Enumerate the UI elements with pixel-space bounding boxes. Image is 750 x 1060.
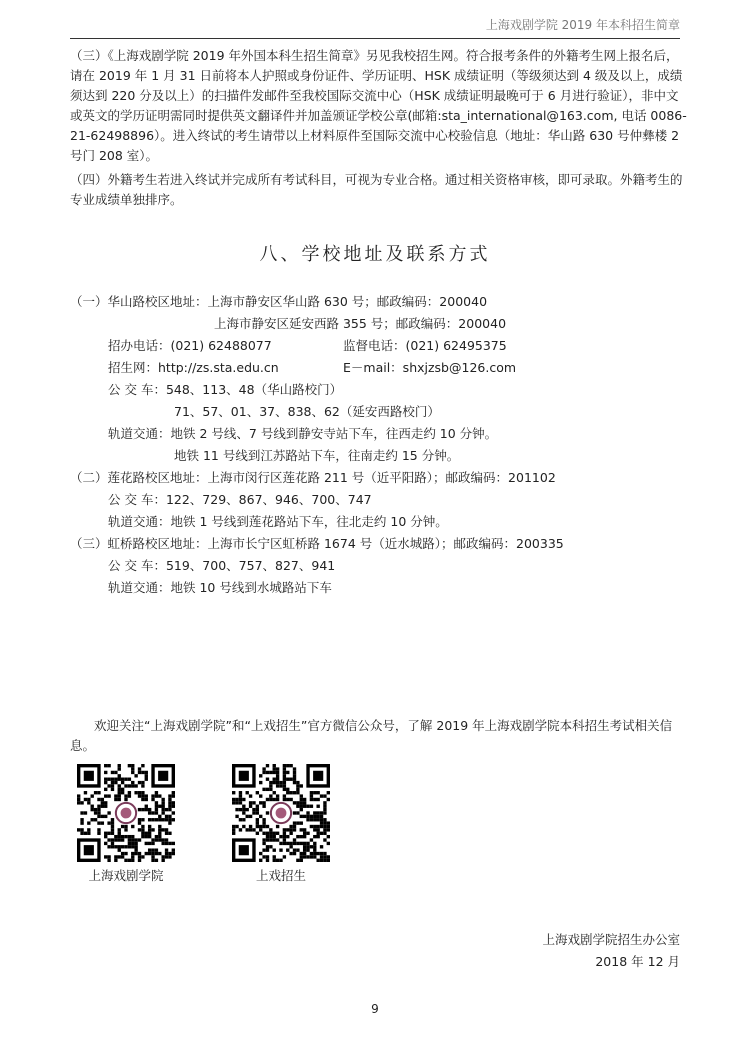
qr-code-icon [77,764,175,862]
paragraph-4: （四）外籍考生若进入终试并完成所有考试科目，可视为专业合格。通过相关资格审核，即可录取。外籍考生的专业成绩单独排序。 [70,172,683,207]
campus1-metro: 轨道交通：地铁 2 号线、7 号线到静安寺站下车，往西走约 10 分钟。 [108,426,498,441]
qr-code-icon [232,764,330,862]
campus2-bus: 公 交 车：122、729、867、946、700、747 [108,492,372,507]
campus2-metro: 轨道交通：地铁 1 号线到莲花路站下车，往北走约 10 分钟。 [108,514,448,529]
header-rule [70,38,680,39]
campus1-address2: 上海市静安区延安西路 355 号；邮政编码：200040 [214,316,507,331]
campus1-address: （一）华山路校区地址：上海市静安区华山路 630 号；邮政编码：200040 [70,294,488,309]
campus1-bus: 公 交 车：548、113、48（华山路校门） [108,382,343,397]
signature-office: 上海戏剧学院招生办公室 [542,932,680,947]
campus1-bus2: 71、57、01、37、838、62（延安西路校门） [174,404,440,419]
page-number: 9 [371,1002,379,1016]
qr-label-admissions: 上戏招生 [255,868,306,883]
supervision-phone: 监督电话：(021) 62495375 [343,338,507,353]
wechat-intro: 欢迎关注“上海戏剧学院”和“上戏招生”官方微信公众号，了解 2019 年上海戏剧学院本科招生考试相关信息。 [70,718,673,753]
running-header: 上海戏剧学院 2019 年本科招生简章 [485,18,680,32]
signature-date: 2018 年 12 月 [595,954,680,969]
admissions-email: E－mail：shxjzsb@126.com [343,360,517,375]
admissions-website: 招生网：http://zs.sta.edu.cn [108,360,279,375]
section-title: 八、学校地址及联系方式 [259,244,491,265]
campus3-bus: 公 交 车：519、700、757、827、941 [108,558,336,573]
campus2-address: （二）莲花路校区地址：上海市闵行区莲花路 211 号（近平阳路）；邮政编码：201102 [70,470,556,485]
campus1-metro2: 地铁 11 号线到江苏路站下车，往南走约 15 分钟。 [174,448,460,463]
paragraph-3: （三）《上海戏剧学院 2019 年外国本科生招生简章》另见我校招生网。符合报考条件的外籍考生网上报名后，请在 2019 年 1 月 31 日前将本人护照或身份证件、学历证明、HSK 成绩证明（等级须达到 4 级及以上，成绩须达到 220 分及以上）的扫描件发邮件至我校国际交流中心（HSK 成绩证明最晚可于 6 月进行验证），非中文或英文的学历证明需同时提供英文翻译件并加盖颁证学校公章(邮箱:sta_international@163.com, 电话 0086-21-62498896）。进入终试的考生请带以上材料原件至国际交流中心校验信息（地址：华山路 630 号仲彝楼 2 号门 208 室）。 [70,48,687,163]
campus3-metro: 轨道交通：地铁 10 号线到水城路站下车 [108,580,332,595]
qr-label-school: 上海戏剧学院 [88,868,164,883]
campus3-address: （三）虹桥路校区地址：上海市长宁区虹桥路 1674 号（近水城路）；邮政编码：200335 [70,536,564,551]
admissions-phone: 招办电话：(021) 62488077 [108,338,272,353]
